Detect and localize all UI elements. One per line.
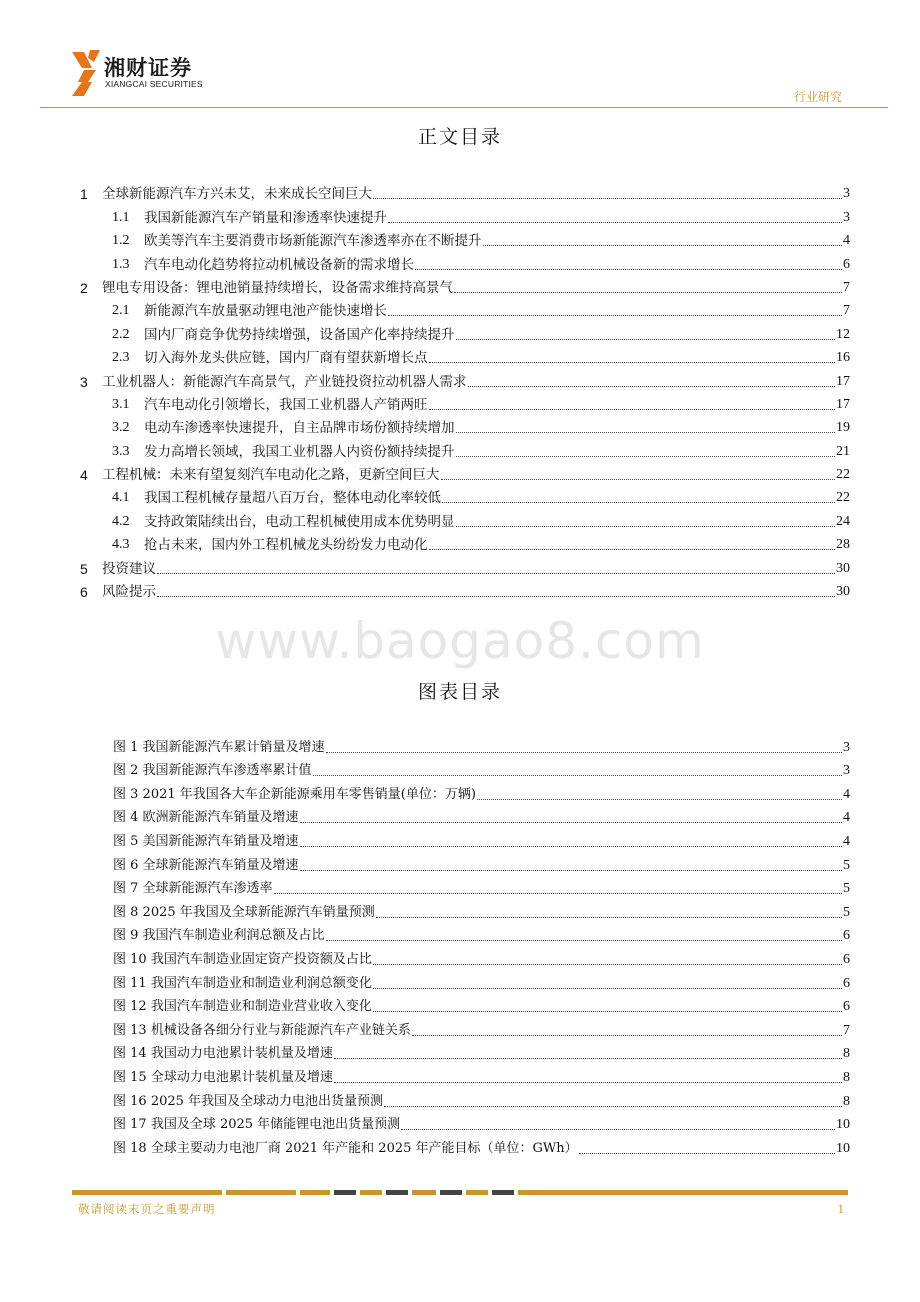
figure-leader-dots bbox=[384, 1106, 842, 1107]
toc-entry-text: 风险提示 bbox=[102, 584, 156, 601]
toc-leader-dots bbox=[468, 386, 836, 387]
figures-title: 图表目录 bbox=[417, 681, 502, 703]
figure-leader-dots bbox=[326, 940, 842, 941]
toc-entry-page: 3 bbox=[843, 209, 850, 225]
toc-entry[interactable] bbox=[80, 344, 850, 367]
page-header bbox=[0, 0, 920, 112]
toc-leader-dots bbox=[454, 292, 842, 293]
toc-entry[interactable] bbox=[80, 578, 850, 601]
figure-entry-text: 2025 年我国及全球新能源汽车销量预测 bbox=[142, 904, 375, 920]
figure-leader-dots bbox=[300, 870, 842, 871]
figure-entry[interactable] bbox=[113, 804, 850, 828]
toc-entry-number: 1 bbox=[80, 186, 88, 203]
figure-entry-label: 图 11 bbox=[113, 975, 151, 991]
toc-entry-page: 30 bbox=[836, 584, 850, 600]
toc-entry-number: 2.3 bbox=[112, 350, 130, 366]
figure-entry-page: 6 bbox=[843, 999, 850, 1015]
toc-entry-page: 30 bbox=[836, 560, 850, 576]
figure-entry[interactable] bbox=[113, 851, 850, 875]
figure-leader-dots bbox=[274, 893, 842, 894]
toc-entry[interactable] bbox=[80, 274, 850, 297]
figure-entry-label: 图 8 bbox=[113, 904, 143, 920]
figure-entry-page: 4 bbox=[843, 833, 850, 849]
figure-entry-text: 我国新能源汽车渗透率累计值 bbox=[142, 763, 312, 779]
toc-entry-text: 汽车电动化引领增长，我国工业机器人产销两旺 bbox=[144, 396, 428, 413]
figure-entry-page: 5 bbox=[843, 881, 850, 897]
figure-leader-dots bbox=[334, 1082, 842, 1083]
figure-leader-dots bbox=[373, 964, 842, 965]
toc-entry-text: 切入海外龙头供应链，国内厂商有望获新增长点 bbox=[144, 350, 428, 367]
watermark: www.baogao8.com bbox=[215, 612, 705, 670]
toc-entry-page: 24 bbox=[836, 513, 850, 529]
figure-entry-label: 图 12 bbox=[113, 999, 151, 1015]
figure-entry-label: 图 10 bbox=[113, 951, 151, 967]
page-number: 1 bbox=[837, 1201, 844, 1216]
figure-entry[interactable] bbox=[113, 1087, 850, 1111]
figure-entry-text: 我国及全球 2025 年储能锂电池出货量预测 bbox=[150, 1117, 401, 1133]
toc-entry-text: 锂电专用设备：锂电池销量持续增长，设备需求维持高景气 bbox=[102, 279, 453, 296]
toc-entry[interactable] bbox=[80, 391, 850, 414]
figure-entry[interactable] bbox=[113, 945, 850, 969]
section-label: 行业研究 bbox=[793, 90, 842, 104]
figure-entry-page: 4 bbox=[843, 786, 850, 802]
figure-entry-label: 图 13 bbox=[113, 1022, 151, 1038]
figure-leader-dots bbox=[300, 846, 842, 847]
toc-entry-text: 投资建议 bbox=[102, 560, 156, 577]
logo-chinese-name: 湘财证券 bbox=[104, 56, 192, 80]
toc-entry-number: 1.2 bbox=[112, 233, 130, 249]
toc-leader-dots bbox=[456, 339, 836, 340]
toc-entry-page: 21 bbox=[836, 443, 850, 459]
figure-entry-page: 8 bbox=[843, 1046, 850, 1062]
toc-entry[interactable] bbox=[80, 484, 850, 507]
figure-entry[interactable] bbox=[113, 922, 850, 946]
figure-entry-text: 全球新能源汽车渗透率 bbox=[142, 881, 273, 897]
figure-leader-dots bbox=[376, 917, 842, 918]
figure-leader-dots bbox=[373, 988, 842, 989]
figure-leader-dots bbox=[334, 1058, 842, 1059]
figure-leader-dots bbox=[313, 775, 842, 776]
figure-entry-page: 7 bbox=[843, 1022, 850, 1038]
figure-entry[interactable] bbox=[113, 733, 850, 757]
figure-entry[interactable] bbox=[113, 1063, 850, 1087]
toc-leader-dots bbox=[456, 456, 836, 457]
figure-entry-page: 8 bbox=[843, 1093, 850, 1109]
company-logo bbox=[70, 48, 230, 104]
figure-entry-page: 8 bbox=[843, 1069, 850, 1085]
toc-entry-page: 17 bbox=[836, 396, 850, 412]
toc-entry-text: 欧美等汽车主要消费市场新能源汽车渗透率亦在不断提升 bbox=[144, 233, 482, 250]
figure-entry-page: 4 bbox=[843, 810, 850, 826]
figure-entry-label: 图 16 bbox=[113, 1093, 151, 1109]
toc-entry-number: 4.1 bbox=[112, 490, 130, 506]
figure-entry-label: 图 14 bbox=[113, 1046, 151, 1062]
toc-entry[interactable] bbox=[80, 203, 850, 226]
toc-entry-text: 工程机械：未来有望复刻汽车电动化之路，更新空间巨大 bbox=[102, 467, 440, 484]
toc-entry-number: 2.1 bbox=[112, 303, 130, 319]
toc-entry-number: 3.2 bbox=[112, 420, 130, 436]
figure-entry-label: 图 3 bbox=[113, 786, 143, 802]
figure-entry[interactable] bbox=[113, 993, 850, 1017]
figure-leader-dots bbox=[412, 1035, 842, 1036]
toc-entry-text: 新能源汽车放量驱动锂电池产能快速增长 bbox=[144, 303, 387, 320]
toc-entry-number: 3.1 bbox=[112, 396, 130, 412]
figure-entry-text: 我国新能源汽车累计销量及增速 bbox=[142, 739, 325, 755]
figure-leader-dots bbox=[373, 1011, 842, 1012]
figure-entry[interactable] bbox=[113, 780, 850, 804]
xiangcai-logo-icon bbox=[70, 48, 102, 100]
toc-leader-dots bbox=[429, 362, 836, 363]
toc-leader-dots bbox=[442, 502, 835, 503]
toc-entry-number: 2.2 bbox=[112, 326, 130, 342]
toc-leader-dots bbox=[456, 526, 836, 527]
figure-entry-label: 图 2 bbox=[113, 763, 143, 779]
toc-entry-page: 3 bbox=[843, 186, 850, 202]
toc-entry-text: 支持政策陆续出台，电动工程机械使用成本优势明显 bbox=[144, 513, 455, 530]
toc-entry-number: 4 bbox=[80, 467, 88, 484]
figure-leader-dots bbox=[300, 822, 842, 823]
toc-entry-page: 7 bbox=[843, 279, 850, 295]
figure-leader-dots bbox=[401, 1129, 835, 1130]
figure-entry-text: 我国汽车制造业和制造业利润总额变化 bbox=[150, 975, 372, 991]
toc-entry-page: 22 bbox=[836, 467, 850, 483]
figure-entry-label: 图 17 bbox=[113, 1117, 151, 1133]
toc-entry-number: 4.2 bbox=[112, 513, 130, 529]
toc-title: 正文目录 bbox=[417, 126, 502, 148]
toc-leader-dots bbox=[388, 315, 842, 316]
figure-entry-text: 我国汽车制造业利润总额及占比 bbox=[142, 928, 325, 944]
figure-entry-page: 3 bbox=[843, 739, 850, 755]
figure-entry-page: 10 bbox=[836, 1140, 850, 1156]
toc-entry-page: 19 bbox=[836, 420, 850, 436]
toc-entry[interactable] bbox=[80, 437, 850, 460]
figure-entry-page: 5 bbox=[843, 904, 850, 920]
toc-leader-dots bbox=[441, 479, 836, 480]
toc-leader-dots bbox=[429, 549, 836, 550]
footer-disclaimer: 敬请阅读末页之重要声明 bbox=[78, 1202, 216, 1216]
toc-entry-page: 6 bbox=[843, 256, 850, 272]
toc-entry-number: 4.3 bbox=[112, 537, 130, 553]
toc-entry-number: 1.1 bbox=[112, 209, 130, 225]
toc-leader-dots bbox=[429, 409, 836, 410]
toc-entry-number: 6 bbox=[80, 584, 88, 601]
toc-entry[interactable] bbox=[80, 297, 850, 320]
figure-entry-text: 2021 年我国各大车企新能源乘用车零售销量(单位：万辆) bbox=[142, 786, 476, 802]
toc-entry[interactable] bbox=[80, 180, 850, 203]
toc-entry-number: 5 bbox=[80, 560, 88, 577]
toc-entry-page: 7 bbox=[843, 303, 850, 319]
figure-entry[interactable] bbox=[113, 827, 850, 851]
toc-entry-text: 全球新能源汽车方兴未艾，未来成长空间巨大 bbox=[102, 186, 372, 203]
figure-entry-page: 6 bbox=[843, 928, 850, 944]
toc-entry[interactable] bbox=[80, 531, 850, 554]
toc-leader-dots bbox=[157, 573, 835, 574]
header-divider bbox=[40, 107, 888, 108]
footer-bar bbox=[72, 1190, 848, 1195]
toc-leader-dots bbox=[388, 222, 842, 223]
figure-entry[interactable] bbox=[113, 1111, 850, 1135]
figure-entry-text: 全球新能源汽车销量及增速 bbox=[142, 857, 299, 873]
toc-list bbox=[80, 180, 850, 601]
toc-entry-page: 22 bbox=[836, 490, 850, 506]
figure-entry-label: 图 5 bbox=[113, 833, 143, 849]
toc-entry-page: 16 bbox=[836, 350, 850, 366]
figure-entry[interactable] bbox=[113, 1040, 850, 1064]
toc-entry-page: 4 bbox=[843, 233, 850, 249]
figure-entry-text: 全球动力电池累计装机量及增速 bbox=[150, 1069, 333, 1085]
figure-entry[interactable] bbox=[113, 898, 850, 922]
toc-entry[interactable] bbox=[80, 227, 850, 250]
toc-leader-dots bbox=[415, 269, 842, 270]
figure-entry-page: 10 bbox=[836, 1117, 850, 1133]
toc-entry-text: 电动车渗透率快速提升，自主品牌市场份额持续增加 bbox=[144, 420, 455, 437]
toc-entry[interactable] bbox=[80, 250, 850, 273]
figure-entry-page: 5 bbox=[843, 857, 850, 873]
toc-entry-page: 17 bbox=[836, 373, 850, 389]
figure-entry-label: 图 6 bbox=[113, 857, 143, 873]
toc-entry-text: 国内厂商竞争优势持续增强，设备国产化率持续提升 bbox=[144, 326, 455, 343]
toc-entry-number: 3.3 bbox=[112, 443, 130, 459]
logo-english-name: XIANGCAI SECURITIES bbox=[105, 79, 203, 89]
figure-entry[interactable] bbox=[113, 1134, 850, 1158]
toc-entry[interactable] bbox=[80, 554, 850, 577]
toc-entry-number: 1.3 bbox=[112, 256, 130, 272]
toc-entry[interactable] bbox=[80, 367, 850, 390]
figure-entry[interactable] bbox=[113, 969, 850, 993]
figure-entry-page: 6 bbox=[843, 951, 850, 967]
figure-entry-label: 图 18 bbox=[113, 1140, 151, 1156]
figure-entry[interactable] bbox=[113, 1016, 850, 1040]
toc-entry-text: 我国新能源汽车产销量和渗透率快速提升 bbox=[144, 209, 387, 226]
toc-entry-page: 12 bbox=[836, 326, 850, 342]
toc-entry-text: 工业机器人：新能源汽车高景气，产业链投资拉动机器人需求 bbox=[102, 373, 467, 390]
figure-entry[interactable] bbox=[113, 875, 850, 899]
figure-entry-label: 图 7 bbox=[113, 881, 143, 897]
toc-entry-text: 抢占未来，国内外工程机械龙头纷纷发力电动化 bbox=[144, 537, 428, 554]
toc-entry-page: 28 bbox=[836, 537, 850, 553]
toc-leader-dots bbox=[157, 596, 835, 597]
figure-leader-dots bbox=[477, 799, 842, 800]
figure-entry-label: 图 1 bbox=[113, 739, 143, 755]
figure-entry-text: 机械设备各细分行业与新能源汽车产业链关系 bbox=[150, 1022, 411, 1038]
figure-entry-label: 图 15 bbox=[113, 1069, 151, 1085]
figure-entry-text: 我国汽车制造业和制造业营业收入变化 bbox=[150, 999, 372, 1015]
figure-entry-text: 我国汽车制造业固定资产投资额及占比 bbox=[150, 951, 372, 967]
toc-leader-dots bbox=[456, 432, 836, 433]
toc-leader-dots bbox=[483, 245, 843, 246]
toc-leader-dots bbox=[373, 198, 842, 199]
figure-entry-label: 图 9 bbox=[113, 928, 143, 944]
toc-entry-text: 我国工程机械存量超八百万台，整体电动化率较低 bbox=[144, 490, 441, 507]
figure-entry-text: 欧洲新能源汽车销量及增速 bbox=[142, 810, 299, 826]
toc-entry-number: 2 bbox=[80, 279, 88, 296]
figure-entry-text: 全球主要动力电池厂商 2021 年产能和 2025 年产能目标（单位：GWh） bbox=[150, 1140, 578, 1156]
toc-entry-text: 汽车电动化趋势将拉动机械设备新的需求增长 bbox=[144, 256, 414, 273]
toc-entry[interactable] bbox=[80, 507, 850, 530]
toc-entry-number: 3 bbox=[80, 373, 88, 390]
figure-entry-text: 2025 年我国及全球动力电池出货量预测 bbox=[150, 1093, 384, 1109]
figure-leader-dots bbox=[326, 752, 842, 753]
figure-entry-page: 6 bbox=[843, 975, 850, 991]
figure-entry-text: 我国动力电池累计装机量及增速 bbox=[150, 1046, 333, 1062]
toc-entry[interactable] bbox=[80, 320, 850, 343]
figure-entry-page: 3 bbox=[843, 763, 850, 779]
figure-entry-text: 美国新能源汽车销量及增速 bbox=[142, 833, 299, 849]
figure-entry[interactable] bbox=[113, 757, 850, 781]
toc-entry[interactable] bbox=[80, 414, 850, 437]
figures-list bbox=[113, 733, 850, 1158]
toc-entry[interactable] bbox=[80, 461, 850, 484]
figure-leader-dots bbox=[579, 1153, 835, 1154]
figure-entry-label: 图 4 bbox=[113, 810, 143, 826]
toc-entry-text: 发力高增长领域，我国工业机器人内资份额持续提升 bbox=[144, 443, 455, 460]
